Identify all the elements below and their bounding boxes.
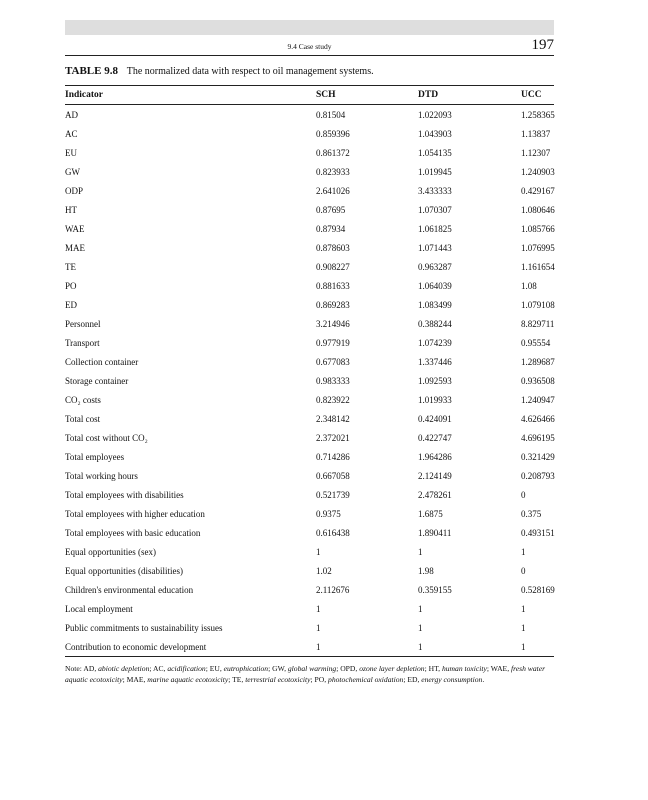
value-cell: 1.12307 xyxy=(521,147,551,158)
note-definition: abiotic depletion xyxy=(98,664,150,673)
indicator-cell: Local employment xyxy=(65,603,133,614)
section-label: 9.4 Case study xyxy=(287,42,332,51)
table-note: Note: AD, abiotic depletion; AC, acidification; EU, eutrophication; GW, global warming; OPD, ozone layer depletion; HT, human toxicity; WAE, fresh water aquatic ecotoxicity; MAE, marine aquatic ecotoxicity; TE, terrestrial ecotoxicity; PO, photochemical oxidation; ED, energy consumption. xyxy=(65,664,546,684)
indicator-cell: WAE xyxy=(65,223,85,234)
value-cell: 1.964286 xyxy=(418,451,452,462)
value-cell: 0.95554 xyxy=(521,337,551,348)
value-cell: 1.085766 xyxy=(521,223,555,234)
value-cell: 0.388244 xyxy=(418,318,452,329)
value-cell: 1.080646 xyxy=(521,204,555,215)
header-rule xyxy=(65,55,554,56)
value-cell: 0.878603 xyxy=(316,242,350,253)
table-row xyxy=(65,257,554,276)
value-cell: 1.240947 xyxy=(521,394,555,405)
value-cell: 0.823933 xyxy=(316,166,350,177)
note-abbreviation: HT xyxy=(428,664,439,673)
value-cell: 1.074239 xyxy=(418,337,452,348)
value-cell: 3.433333 xyxy=(418,185,452,196)
value-cell: 1 xyxy=(418,637,521,657)
value-cell: 0.9375 xyxy=(316,508,341,519)
indicator-cell: Equal opportunities (sex) xyxy=(65,546,156,557)
table-row xyxy=(65,428,554,447)
value-cell: 2.348142 xyxy=(316,413,350,424)
table-row xyxy=(65,200,554,219)
value-cell: 0.677083 xyxy=(316,356,350,367)
indicator-cell: Total employees xyxy=(65,451,125,462)
indicator-cell: PO xyxy=(65,280,77,291)
value-cell: 0.983333 xyxy=(316,375,350,386)
header-bar xyxy=(65,20,554,35)
note-abbreviation: WAE xyxy=(490,664,508,673)
table-row xyxy=(65,409,554,428)
table-row xyxy=(65,295,554,314)
value-cell: 0.667058 xyxy=(316,470,350,481)
table-row xyxy=(65,162,554,181)
value-cell: 1 xyxy=(418,603,423,614)
value-cell: 0 xyxy=(521,565,526,576)
value-cell: 1 xyxy=(521,603,526,614)
table-row xyxy=(65,276,554,295)
note-definition: human toxicity xyxy=(441,664,487,673)
value-cell: 1 xyxy=(521,546,526,557)
column-header: SCH xyxy=(316,86,418,105)
indicator-cell: GW xyxy=(65,166,80,177)
value-cell: 0.359155 xyxy=(418,584,452,595)
indicator-cell: Equal opportunities (disabilities) xyxy=(65,565,183,576)
indicator-cell: Transport xyxy=(65,337,100,348)
value-cell: 1.161654 xyxy=(521,261,555,272)
value-cell: 4.626466 xyxy=(521,413,555,424)
note-abbreviation: TE xyxy=(232,675,242,684)
indicator-cell: AC xyxy=(65,128,78,139)
value-cell: 2.478261 xyxy=(418,489,452,500)
indicator-cell: EU xyxy=(65,147,77,158)
value-cell: 0.714286 xyxy=(316,451,350,462)
value-cell: 1.98 xyxy=(418,565,434,576)
value-cell: 1.337446 xyxy=(418,356,452,367)
value-cell: 2.641026 xyxy=(316,185,350,196)
value-cell: 1.054135 xyxy=(418,147,452,158)
value-cell: 1.043903 xyxy=(418,128,452,139)
value-cell: 1.08 xyxy=(521,280,537,291)
value-cell: 4.696195 xyxy=(521,432,555,443)
value-cell: 0.859396 xyxy=(316,128,350,139)
note-definition: terrestrial ecotoxicity xyxy=(245,675,311,684)
indicator-cell: Total cost without CO₂ xyxy=(65,432,148,443)
table-row xyxy=(65,143,554,162)
value-cell: 1.240903 xyxy=(521,166,555,177)
table-row xyxy=(65,618,554,637)
value-cell: 0.936508 xyxy=(521,375,555,386)
table-row xyxy=(65,561,554,580)
value-cell: 1.019933 xyxy=(418,394,452,405)
indicator-cell: AD xyxy=(65,109,78,120)
indicator-cell: Contribution to economic development xyxy=(65,637,316,657)
value-cell: 0.869283 xyxy=(316,299,350,310)
value-cell: 1 xyxy=(316,546,321,557)
indicator-cell: Total employees with basic education xyxy=(65,527,201,538)
value-cell: 1 xyxy=(316,637,418,657)
note-abbreviation: AD xyxy=(83,664,95,673)
note-abbreviation: ED xyxy=(407,675,418,684)
page-number: 197 xyxy=(531,37,554,53)
value-cell: 0.881633 xyxy=(316,280,350,291)
column-header: UCC xyxy=(521,86,554,105)
value-cell: 0.963287 xyxy=(418,261,452,272)
indicator-cell: Total employees with higher education xyxy=(65,508,205,519)
table-row xyxy=(65,466,554,485)
note-abbreviation: PO xyxy=(314,675,325,684)
value-cell: 1 xyxy=(521,622,526,633)
value-cell: 1.076995 xyxy=(521,242,555,253)
value-cell: 1 xyxy=(418,546,423,557)
table-row xyxy=(65,542,554,561)
value-cell: 0.375 xyxy=(521,508,542,519)
note-definition: fresh water aquatic ecotoxicity xyxy=(65,664,546,684)
table-row xyxy=(65,599,554,618)
indicator-cell: CO₂ costs xyxy=(65,394,101,405)
table-row xyxy=(65,447,554,466)
value-cell: 2.112676 xyxy=(316,584,350,595)
value-cell: 0.424091 xyxy=(418,413,452,424)
value-cell: 1.13837 xyxy=(521,128,551,139)
value-cell: 0.528169 xyxy=(521,584,555,595)
data-table xyxy=(65,85,554,657)
value-cell: 0.321429 xyxy=(521,451,555,462)
table-row xyxy=(65,580,554,599)
table-row xyxy=(65,637,554,657)
note-abbreviation: EU xyxy=(209,664,220,673)
value-cell: 1.079108 xyxy=(521,299,555,310)
value-cell: 1.258365 xyxy=(521,109,555,120)
value-cell: 0.422747 xyxy=(418,432,452,443)
note-definition: ozone layer depletion xyxy=(359,664,425,673)
note-definition: energy consumption xyxy=(421,675,483,684)
value-cell: 1.061825 xyxy=(418,223,452,234)
value-cell: 0.87695 xyxy=(316,204,346,215)
note-label: Note: xyxy=(65,664,82,673)
table-caption xyxy=(65,65,374,77)
indicator-cell: Public commitments to sustainability issues xyxy=(65,622,223,633)
note-definition: eutrophication xyxy=(223,664,269,673)
value-cell: 1.022093 xyxy=(418,109,452,120)
value-cell: 0.823922 xyxy=(316,394,350,405)
indicator-cell: Collection container xyxy=(65,356,139,367)
value-cell: 0 xyxy=(521,489,526,500)
value-cell: 1.890411 xyxy=(418,527,452,538)
value-cell: 1.02 xyxy=(316,565,332,576)
value-cell: 1 xyxy=(521,637,554,657)
value-cell: 1.019945 xyxy=(418,166,452,177)
note-definition: acidification xyxy=(167,664,206,673)
indicator-cell: ODP xyxy=(65,185,84,196)
indicator-cell: Total employees with disabilities xyxy=(65,489,184,500)
value-cell: 8.829711 xyxy=(521,318,555,329)
column-header: Indicator xyxy=(65,86,316,105)
value-cell: 3.214946 xyxy=(316,318,350,329)
value-cell: 0.616438 xyxy=(316,527,350,538)
value-cell: 1 xyxy=(316,622,321,633)
value-cell: 1.071443 xyxy=(418,242,452,253)
table-row xyxy=(65,371,554,390)
value-cell: 0.81504 xyxy=(316,109,346,120)
table-body xyxy=(65,105,554,657)
table-row xyxy=(65,238,554,257)
value-cell: 0.861372 xyxy=(316,147,350,158)
table-row xyxy=(65,485,554,504)
indicator-cell: Children's environmental education xyxy=(65,584,194,595)
note-definition: marine aquatic ecotoxicity xyxy=(147,675,229,684)
indicator-cell: Total working hours xyxy=(65,470,138,481)
table-row xyxy=(65,523,554,542)
value-cell: 1.083499 xyxy=(418,299,452,310)
indicator-cell: TE xyxy=(65,261,76,272)
value-cell: 1.092593 xyxy=(418,375,452,386)
table-row xyxy=(65,390,554,409)
value-cell: 1.064039 xyxy=(418,280,452,291)
indicator-cell: Personnel xyxy=(65,318,101,329)
column-header: DTD xyxy=(418,86,521,105)
table-row xyxy=(65,352,554,371)
value-cell: 1.6875 xyxy=(418,508,443,519)
value-cell: 0.87934 xyxy=(316,223,346,234)
value-cell: 0.908227 xyxy=(316,261,350,272)
indicator-cell: ED xyxy=(65,299,77,310)
value-cell: 0.977919 xyxy=(316,337,350,348)
note-abbreviation: GW xyxy=(272,664,285,673)
value-cell: 0.521739 xyxy=(316,489,350,500)
value-cell: 1.070307 xyxy=(418,204,452,215)
value-cell: 1.289687 xyxy=(521,356,555,367)
note-definition: global warming xyxy=(287,664,337,673)
value-cell: 0.429167 xyxy=(521,185,555,196)
note-abbreviation: MAE xyxy=(126,675,144,684)
running-head xyxy=(65,38,554,54)
table-header-row xyxy=(65,86,554,105)
indicator-cell: Total cost xyxy=(65,413,101,424)
table-row xyxy=(65,314,554,333)
value-cell: 2.124149 xyxy=(418,470,452,481)
indicator-cell: MAE xyxy=(65,242,85,253)
note-abbreviation: OPD xyxy=(340,664,356,673)
value-cell: 0.208793 xyxy=(521,470,555,481)
table-row xyxy=(65,333,554,352)
table-row xyxy=(65,181,554,200)
indicator-cell: HT xyxy=(65,204,77,215)
value-cell: 0.493151 xyxy=(521,527,555,538)
table-row xyxy=(65,105,554,125)
table-title: The normalized data with respect to oil management systems. xyxy=(126,66,374,77)
table-row xyxy=(65,504,554,523)
note-definition: photochemical oxidation xyxy=(328,675,404,684)
indicator-cell: Storage container xyxy=(65,375,129,386)
table-row xyxy=(65,124,554,143)
note-abbreviation: AC xyxy=(152,664,164,673)
value-cell: 1 xyxy=(418,622,423,633)
table-number: TABLE 9.8 xyxy=(65,65,118,77)
table-row xyxy=(65,219,554,238)
value-cell: 1 xyxy=(316,603,321,614)
value-cell: 2.372021 xyxy=(316,432,350,443)
